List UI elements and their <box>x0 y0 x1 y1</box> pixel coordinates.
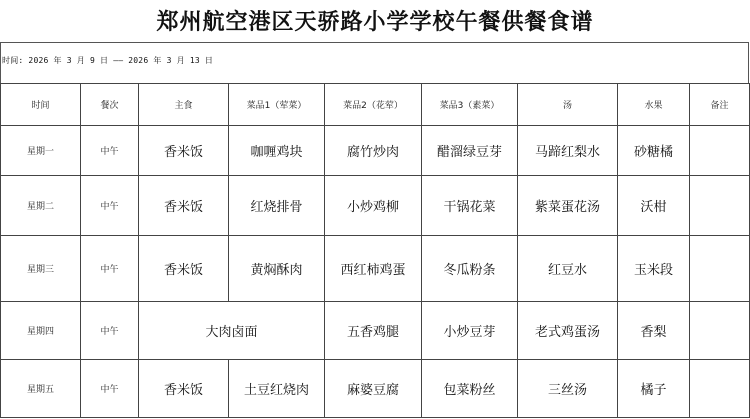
dish2-cell: 五香鸡腿 <box>325 302 422 360</box>
fruit-cell: 砂糖橘 <box>618 126 690 176</box>
meal-cell: 中午 <box>81 302 139 360</box>
note-cell <box>690 236 750 302</box>
staple-cell: 香米饭 <box>139 360 229 418</box>
dish2-cell: 小炒鸡柳 <box>325 176 422 236</box>
header-dish1: 菜品1（荤菜） <box>229 84 325 126</box>
date-range: 时间: 2026 年 3 月 9 日 —— 2026 年 3 月 13 日 <box>2 56 214 65</box>
dish3-cell: 冬瓜粉条 <box>422 236 518 302</box>
day-cell: 星期三 <box>1 236 81 302</box>
page-title: 郑州航空港区天骄路小学学校午餐供餐食谱 <box>156 9 594 35</box>
day-cell: 星期四 <box>1 302 81 360</box>
table-row <box>1 236 750 302</box>
header-row <box>1 84 750 126</box>
dish1-cell: 土豆红烧肉 <box>229 360 325 418</box>
fruit-cell: 玉米段 <box>618 236 690 302</box>
meal-cell: 中午 <box>81 176 139 236</box>
day-cell: 星期二 <box>1 176 81 236</box>
staple-cell: 香米饭 <box>139 236 229 302</box>
meal-cell: 中午 <box>81 126 139 176</box>
meal-cell: 中午 <box>81 236 139 302</box>
divider <box>0 42 749 43</box>
soup-cell: 红豆水 <box>518 236 618 302</box>
divider <box>0 42 1 83</box>
staple-cell: 香米饭 <box>139 126 229 176</box>
note-cell <box>690 176 750 236</box>
soup-cell: 三丝汤 <box>518 360 618 418</box>
header-soup: 汤 <box>518 84 618 126</box>
fruit-cell: 香梨 <box>618 302 690 360</box>
header-time: 时间 <box>1 84 81 126</box>
dish1-cell: 黄焖酥肉 <box>229 236 325 302</box>
merged-main-cell: 大肉卤面 <box>139 302 325 360</box>
header-dish3: 菜品3（素菜） <box>422 84 518 126</box>
dish1-cell: 红烧排骨 <box>229 176 325 236</box>
table-row <box>1 126 750 176</box>
soup-cell: 紫菜蛋花汤 <box>518 176 618 236</box>
staple-cell: 香米饭 <box>139 176 229 236</box>
table-row <box>1 360 750 418</box>
header-note: 备注 <box>690 84 750 126</box>
dish2-cell: 西红柿鸡蛋 <box>325 236 422 302</box>
table-row <box>1 176 750 236</box>
note-cell <box>690 360 750 418</box>
soup-cell: 马蹄红梨水 <box>518 126 618 176</box>
menu-table <box>0 83 750 418</box>
day-cell: 星期五 <box>1 360 81 418</box>
day-cell: 星期一 <box>1 126 81 176</box>
dish2-cell: 腐竹炒肉 <box>325 126 422 176</box>
header-dish2: 菜品2（花荤） <box>325 84 422 126</box>
table-row <box>1 302 750 360</box>
dish3-cell: 小炒豆芽 <box>422 302 518 360</box>
meal-cell: 中午 <box>81 360 139 418</box>
note-cell <box>690 302 750 360</box>
dish3-cell: 包菜粉丝 <box>422 360 518 418</box>
dish3-cell: 干锅花菜 <box>422 176 518 236</box>
dish3-cell: 醋溜绿豆芽 <box>422 126 518 176</box>
soup-cell: 老式鸡蛋汤 <box>518 302 618 360</box>
dish2-cell: 麻婆豆腐 <box>325 360 422 418</box>
header-meal: 餐次 <box>81 84 139 126</box>
fruit-cell: 沃柑 <box>618 176 690 236</box>
header-staple: 主食 <box>139 84 229 126</box>
header-fruit: 水果 <box>618 84 690 126</box>
divider <box>748 42 749 83</box>
note-cell <box>690 126 750 176</box>
fruit-cell: 橘子 <box>618 360 690 418</box>
dish1-cell: 咖喱鸡块 <box>229 126 325 176</box>
